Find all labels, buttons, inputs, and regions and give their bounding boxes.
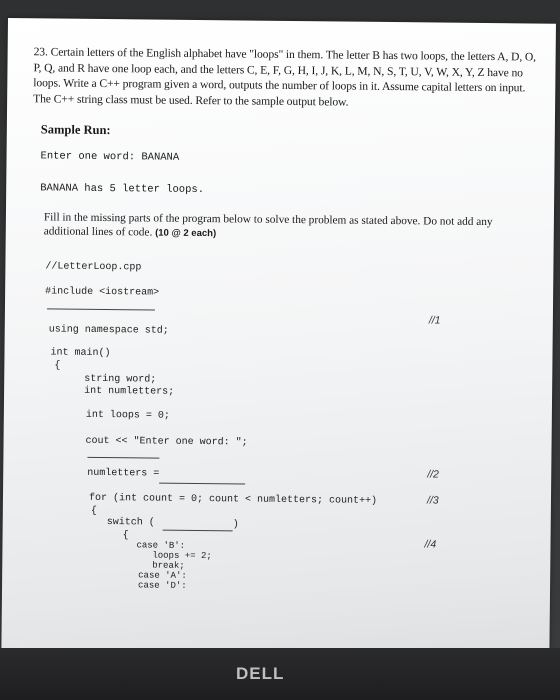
- code-break: break;: [152, 560, 185, 571]
- code-using: using namespace std;: [48, 324, 169, 337]
- code-filename: //LetterLoop.cpp: [45, 261, 142, 274]
- code-cout: cout << "Enter one word: ";: [85, 435, 248, 449]
- code-case-a: case 'A':: [138, 570, 187, 581]
- code-for: for (int count = 0; count < numletters; count++): [88, 492, 378, 507]
- blank-mark-2: //2: [427, 468, 439, 481]
- worksheet-page: [1, 18, 556, 700]
- question-text: 23. Certain letters of the English alphabet have "loops" in them. The letter B has two loops, the letters A, D, O, P, Q, and R have one loop each, and the letters C, E, F, G, H, I, J, K, L, M, N, S, T, U, V, W, X, Y, Z have no loops. Write a C++ program given a word, outputs the number of loops in it. Assume capital letters on input. The C++ string class must be used. Refer to the sample output below.: [33, 45, 537, 109]
- monitor-logo: DELL: [236, 664, 285, 683]
- code-case-d: case 'D':: [138, 580, 187, 591]
- sample-run-title: Sample Run:: [40, 122, 111, 138]
- blank-mark-3: //3: [426, 494, 439, 507]
- blank-mark-4: //4: [424, 538, 437, 551]
- code-loops-init: int loops = 0;: [85, 409, 170, 422]
- code-include: #include <iostream>: [45, 286, 160, 299]
- instructions-text: Fill in the missing parts of the program below to solve the problem as stated above. Do not add any additional lines of code.: [43, 211, 493, 239]
- code-open-brace: {: [54, 360, 61, 372]
- code-loops-add: loops += 2;: [152, 550, 212, 562]
- code-for-brace: {: [90, 505, 97, 517]
- points-note: (10 @ 2 each): [155, 227, 217, 240]
- code-switch-close: ): [232, 519, 239, 531]
- code-numletters: numletters =: [87, 467, 160, 480]
- blank-2: [159, 483, 245, 485]
- instructions: [44, 210, 524, 244]
- blank-4: [163, 530, 233, 532]
- sample-run-line-2: BANANA has 5 letter loops.: [40, 182, 205, 197]
- code-switch-brace: {: [122, 530, 129, 542]
- blank-1: [47, 308, 155, 310]
- code-decl-word: string word;: [84, 373, 157, 386]
- code-case-b: case 'B':: [136, 540, 186, 551]
- sample-run-line-1: Enter one word: BANANA: [40, 150, 180, 164]
- code-decl-numletters: int numletters;: [84, 385, 175, 398]
- blank-cin: [87, 457, 159, 459]
- code-main: int main(): [50, 347, 111, 360]
- blank-mark-1: //1: [428, 314, 441, 327]
- code-switch: switch (: [106, 517, 155, 529]
